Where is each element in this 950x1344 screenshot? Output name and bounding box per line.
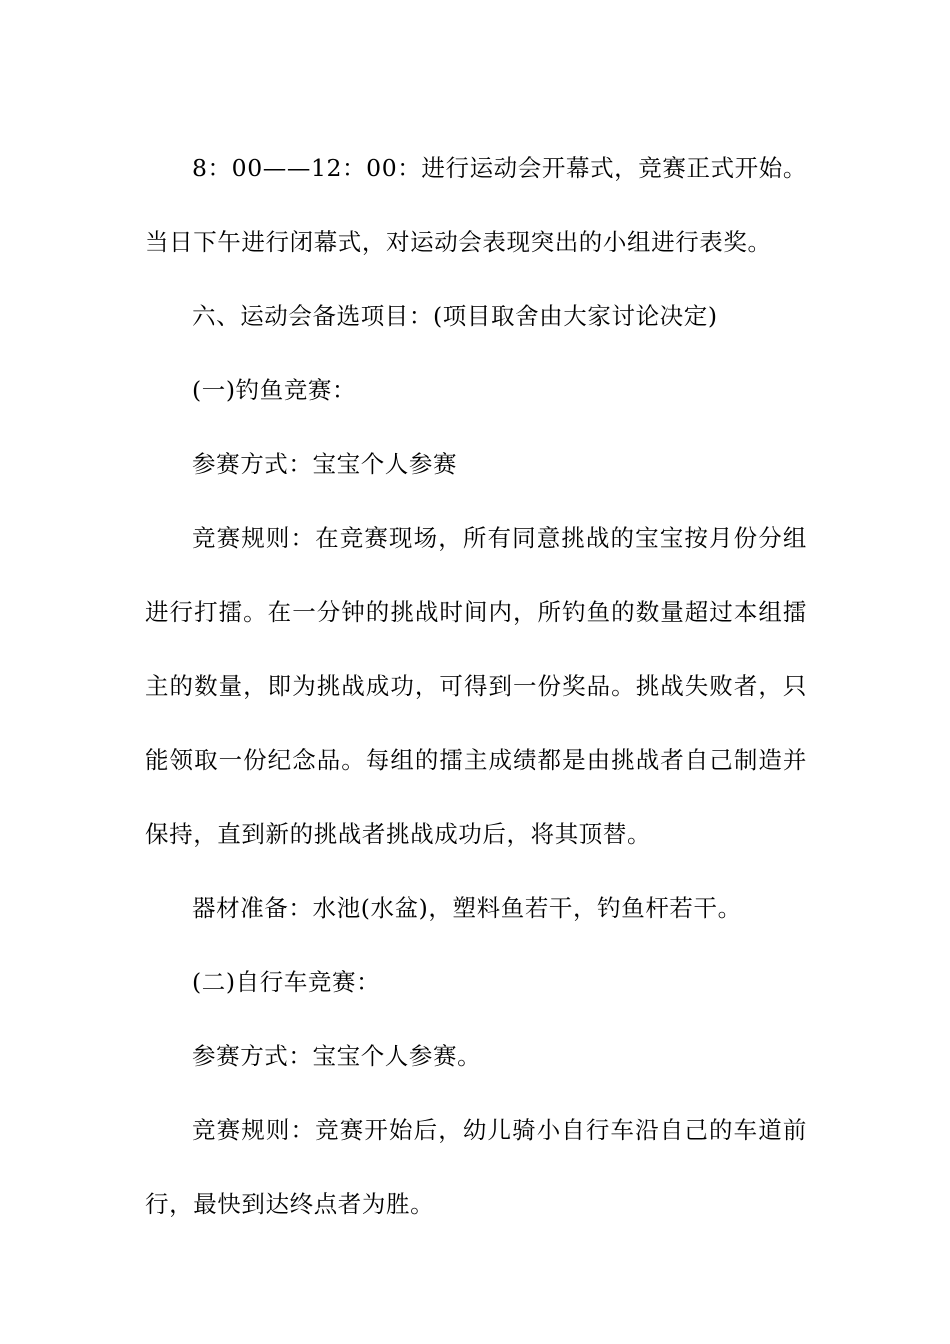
paragraph-fishing-title: (一)钓鱼竞赛： [192,376,357,404]
paragraph-fishing-mode: 参赛方式：宝宝个人参赛 [192,450,458,478]
paragraph-section-heading: 六、运动会备选项目：(项目取舍由大家讨论决定) [192,302,718,330]
paragraph-bicycle-mode: 参赛方式：宝宝个人参赛。 [192,1042,482,1070]
paragraph-bicycle-rules: 竞赛规则：竞赛开始后，幼儿骑小自行车沿自己的车道前行，最快到达终点者为胜。 [145,1116,807,1218]
paragraph-fishing-equipment: 器材准备：水池(水盆)，塑料鱼若干，钓鱼杆若干。 [192,894,742,922]
paragraph-bicycle-title: (二)自行车竞赛： [192,968,381,996]
paragraph-fishing-rules: 竞赛规则：在竞赛现场，所有同意挑战的宝宝按月份分组进行打擂。在一分钟的挑战时间内，所钓鱼的数量超过本组擂主的数量，即为挑战成功，可得到一份奖品。挑战失败者，只能领取一份纪念品。每组的擂主成绩都是由挑战者自己制造并保持，直到新的挑战者挑战成功后，将其顶替。 [145,524,807,848]
document-body [145,131,807,1241]
paragraph-schedule: 8：00——12：00：进行运动会开幕式，竞赛正式开始。当日下午进行闭幕式，对运动会表现突出的小组进行表奖。 [145,154,807,256]
